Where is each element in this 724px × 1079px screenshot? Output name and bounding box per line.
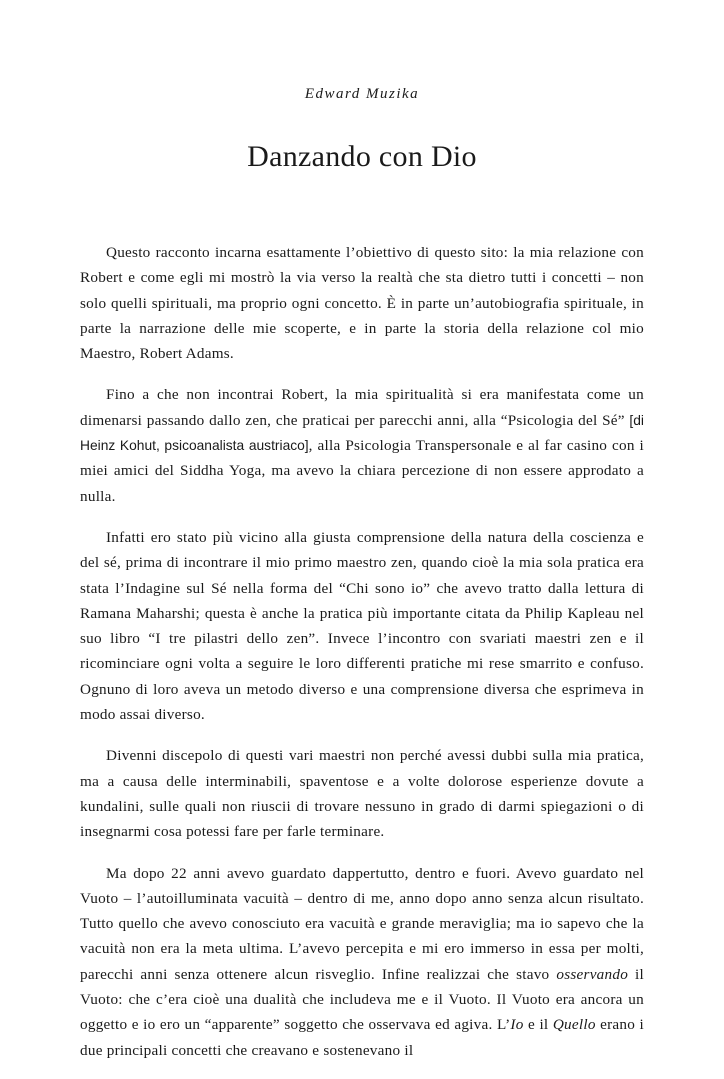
- paragraph-5: [80, 861, 644, 1063]
- article-body: [80, 240, 644, 1079]
- paragraph-4: Divenni discepolo di questi vari maestri non perché avessi dubbi sulla mia pratica, ma a causa delle interminabili, spaventose e a volte dolorose esperienze dovute a kundalini, sulle quali non riuscii di trovare nessuno in grado di darmi spiegazioni o di insegnarmi cosa potessi fare per farle terminare.: [80, 747, 644, 841]
- paragraph-2-text-c: , alla Psicologia Transpersonale e al far casino con i miei amici del Siddha Yoga, ma avevo la chiara percezione di non essere approdato a nulla.: [80, 437, 644, 505]
- paragraph-2-text-a: Fino a che non incontrai Robert, la mia spiritualità si era manifestata come un dimenarsi passando dallo zen, che praticai per parecchi anni, alla “Psicologia del Sé”: [80, 386, 644, 429]
- paragraph-5-emphasis-2: Io: [510, 1016, 524, 1034]
- author-name: Edward Muzika: [304, 86, 420, 102]
- page-title: Danzando con Dio: [247, 140, 477, 173]
- paragraph-1: Questo racconto incarna esattamente l’obiettivo di questo sito: la mia relazione con Robert e come egli mi mostrò la via verso la realtà che sta dietro tutti i concetti – non solo quelli spirituali, ma proprio ogni concetto. È in parte un’autobiografia spirituale, in parte la narrazione delle mie scoperte, e in parte la storia della relazione col mio Maestro, Robert Adams.: [80, 244, 644, 363]
- paragraph-5-text-a: Ma dopo 22 anni avevo guardato dappertutto, dentro e fuori. Avevo guardato nel Vuoto – l’autoilluminata vacuità – dentro di me, anno dopo anno senza alcun risultato. Tutto quello che avevo conosciuto era vacuità e grande meraviglia; ma io sapevo che la vacuità non era la meta ultima. L’avevo percepita e mi ero immerso in essa per molti, parecchi anni senza ottenere alcun risveglio. Infine realizzai che stavo: [80, 864, 644, 983]
- paragraph-2: [80, 382, 644, 508]
- paragraph-5-emphasis-1: osservando: [556, 965, 629, 983]
- paragraph-5-text-c: e il: [523, 1016, 553, 1034]
- paragraph-5-emphasis-3: Quello: [552, 1016, 596, 1034]
- paragraph-5-text-b: il Vuoto: che c’era cioè una dualità che includeva me e il Vuoto. Il Vuoto era ancora un oggetto e io ero un “apparente” soggetto che osservava ed agiva. L’: [80, 965, 644, 1034]
- paragraph-2-note: [di Heinz Kohut, psicoanalista austriaco]: [80, 412, 644, 454]
- paragraph-5-text-d: erano i due principali concetti che creavano e sostenevano il: [80, 1016, 644, 1059]
- paragraph-3: Infatti ero stato più vicino alla giusta comprensione della natura della coscienza e del sé, prima di incontrare il mio primo maestro zen, quando cioè la mia sola pratica era stata l’Indagine sul Sé nella forma del “Chi sono io” che avevo tratto dalla lettura di Ramana Maharshi; questa è anche la pratica più importante citata da Philip Kapleau nel suo libro “I tre pilastri dello zen”. Invece l’incontro con svariati maestri zen e il ricominciare ogni volta a seguire le loro differenti pratiche mi rese smarrito e confuso. Ognuno di loro aveva un metodo diverso e una comprensione diversa che esprimeva in modo assai diverso.: [80, 528, 644, 724]
